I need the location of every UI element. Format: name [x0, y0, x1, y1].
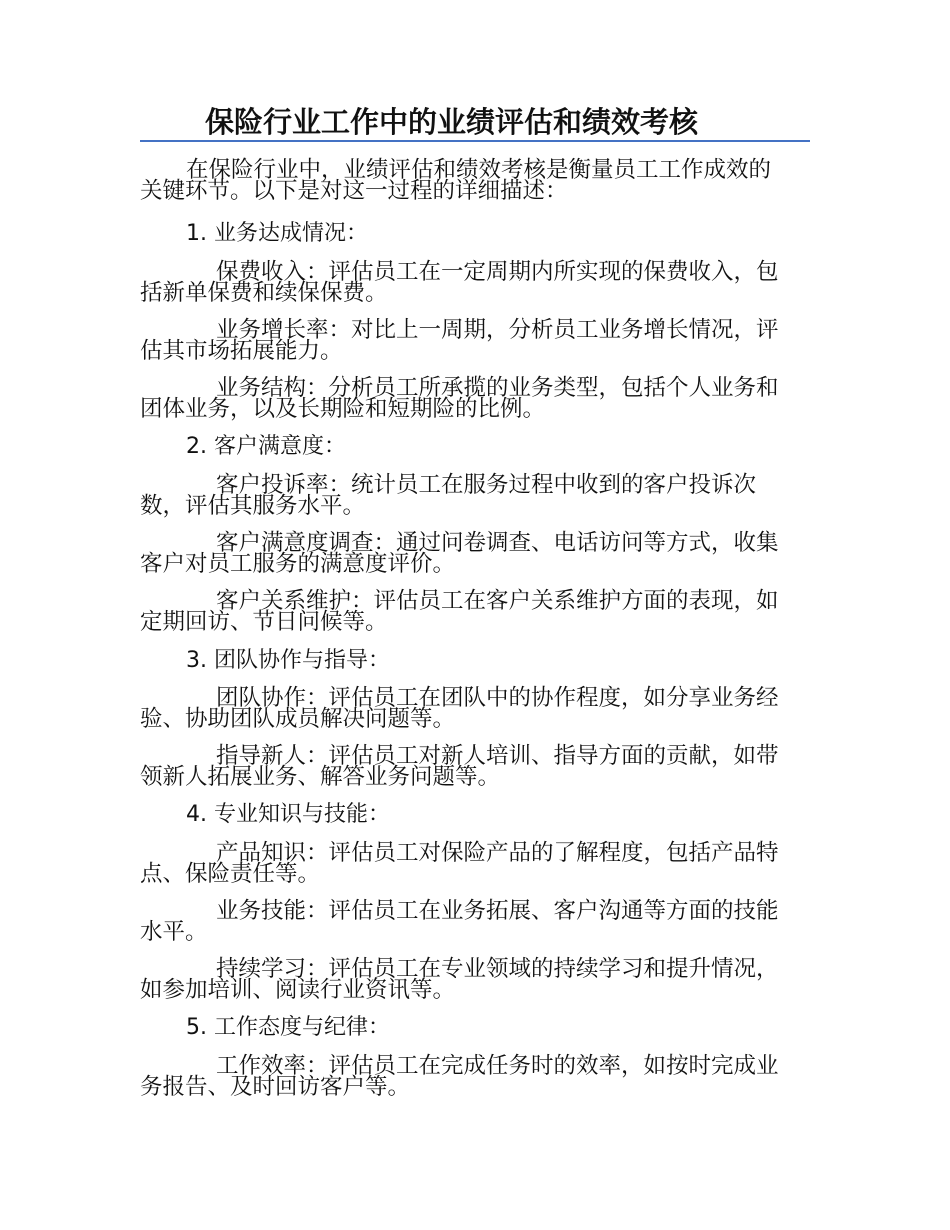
section-1-item-3: 业务结构：分析员工所承揽的业务类型，包括个人业务和团体业务，以及长期险和短期险的比例。 [140, 375, 779, 422]
section-5-item-1: 工作效率：评估员工在完成任务时的效率，如按时完成业务报告、及时回访客户等。 [140, 1053, 779, 1100]
document-title: 保险行业工作中的业绩评估和绩效考核 [205, 105, 699, 139]
section-3-item-1: 团队协作：评估员工在团队中的协作程度，如分享业务经验、协助团队成员解决问题等。 [140, 685, 779, 732]
section-1-item-2: 业务增长率：对比上一周期，分析员工业务增长情况，评估其市场拓展能力。 [140, 317, 779, 364]
section-3-item-2: 指导新人：评估员工对新人培训、指导方面的贡献，如带领新人拓展业务、解答业务问题等。 [140, 743, 779, 790]
title-underline [140, 140, 810, 142]
section-2-item-1: 客户投诉率：统计员工在服务过程中收到的客户投诉次数，评估其服务水平。 [140, 472, 757, 519]
section-2-item-3: 客户关系维护：评估员工在客户关系维护方面的表现，如定期回访、节日问候等。 [140, 588, 779, 635]
section-4-item-1: 产品知识：评估员工对保险产品的了解程度，包括产品特点、保险责任等。 [140, 840, 779, 887]
section-heading-1: 1. 业务达成情况： [186, 221, 368, 246]
section-1-item-1: 保费收入：评估员工在一定周期内所实现的保费收入，包括新单保费和续保保费。 [140, 259, 779, 306]
section-4-item-3: 持续学习：评估员工在专业领域的持续学习和提升情况，如参加培训、阅读行业资讯等。 [140, 956, 779, 1003]
section-heading-5: 5. 工作态度与纪律： [186, 1015, 390, 1040]
section-heading-3: 3. 团队协作与指导： [186, 648, 390, 673]
section-heading-4: 4. 专业知识与技能： [186, 802, 390, 827]
section-2-item-2: 客户满意度调查：通过问卷调查、电话访问等方式，收集客户对员工服务的满意度评价。 [140, 530, 779, 577]
section-heading-2: 2. 客户满意度： [186, 434, 346, 459]
section-4-item-2: 业务技能：评估员工在业务拓展、客户沟通等方面的技能水平。 [140, 898, 779, 945]
intro-paragraph: 在保险行业中，业绩评估和绩效考核是衡量员工工作成效的关键环节。以下是对这一过程的详细描述： [140, 157, 772, 204]
